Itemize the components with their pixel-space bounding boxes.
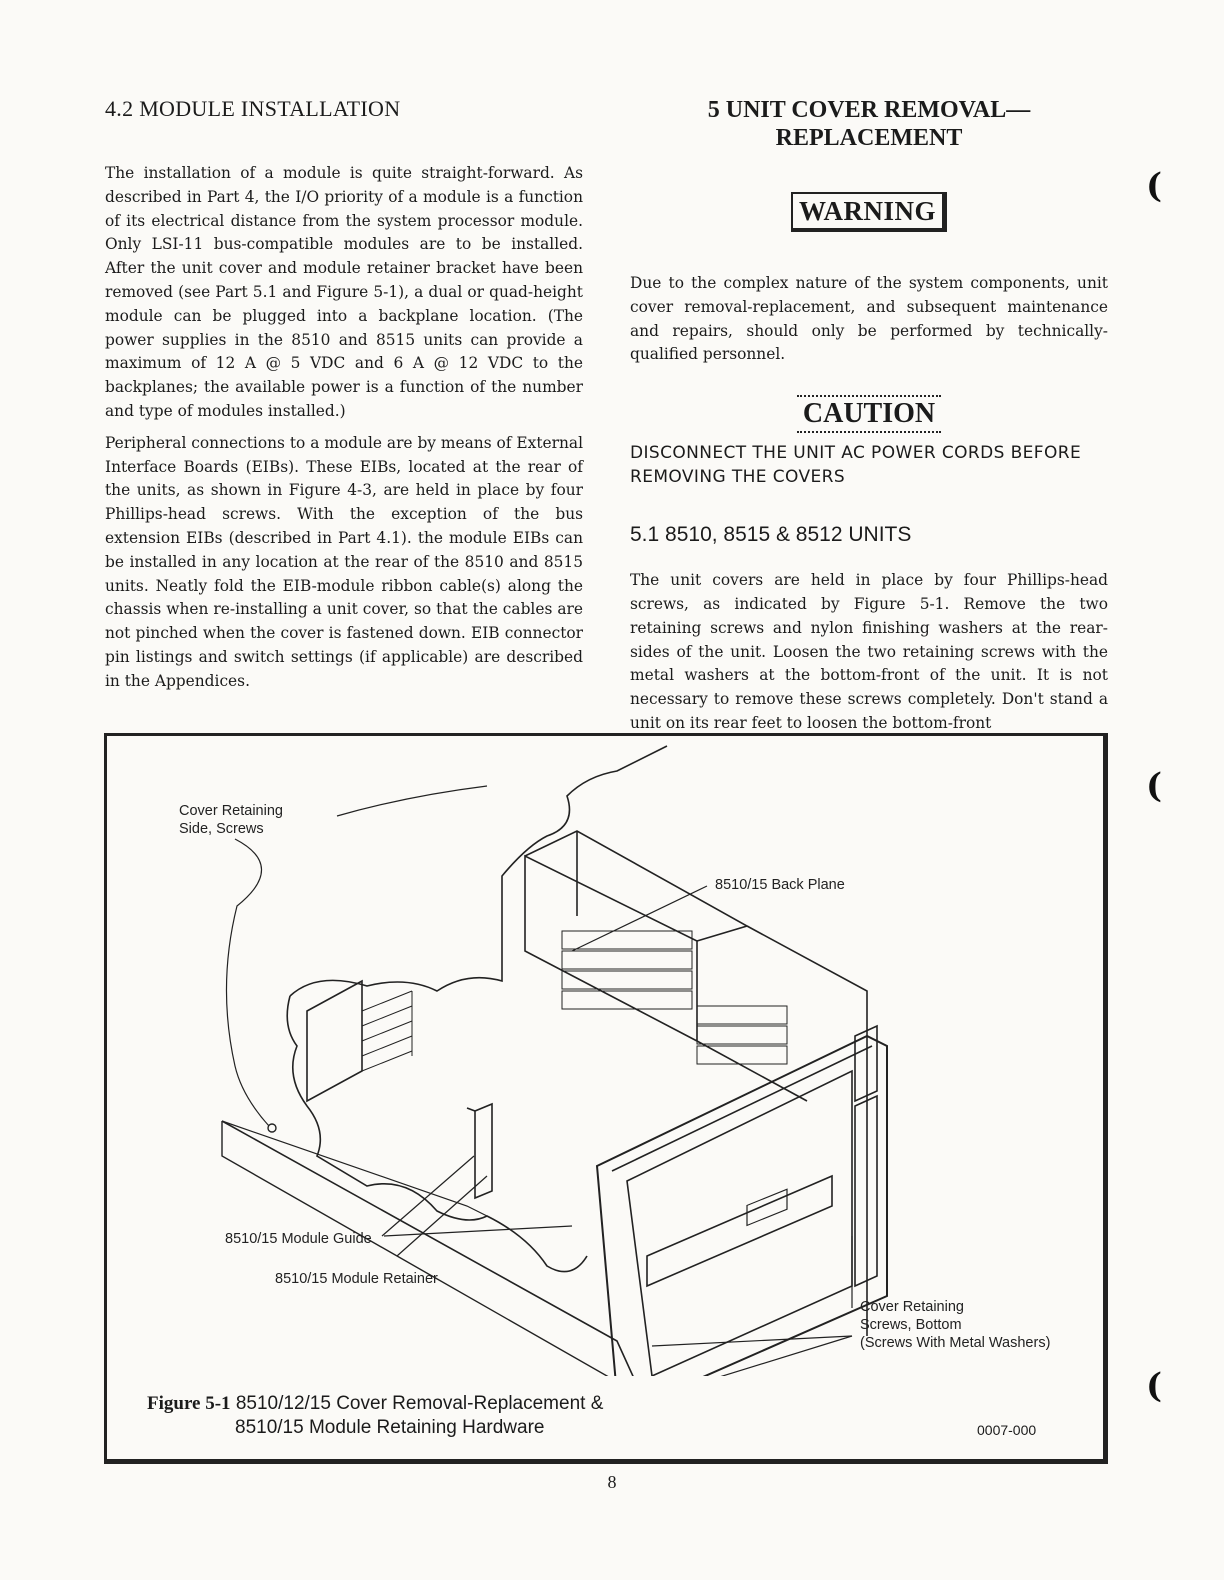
figure-caption [147,1392,603,1440]
caution-label: CAUTION [797,395,941,433]
caption-line-2: 8510/15 Module Retaining Hardware [235,1417,545,1438]
label-module-retainer: 8510/15 Module Retainer [275,1271,438,1287]
caution-text: DISCONNECT THE UNIT AC POWER CORDS BEFORE REMOVING THE COVERS [630,443,1082,488]
figure-number: Figure 5-1 [147,1393,231,1414]
warning-label: WARNING [791,192,947,232]
right-column [630,96,1108,744]
label-bottom-line-3: (Screws With Metal Washers) [860,1335,1051,1351]
section-heading-module-installation: 4.2 MODULE INSTALLATION [105,96,401,121]
page-number: 8 [607,1472,617,1492]
margin-mark: ( [1146,1366,1163,1406]
label-bottom-line-2: Screws, Bottom [860,1317,962,1333]
label-bottom-line-1: Cover Retaining [860,1299,964,1315]
label-module-guide: 8510/15 Module Guide [225,1231,372,1247]
label-cover-retaining-bottom-screws [860,1298,1050,1352]
heading-line-1: 5 UNIT COVER REMOVAL— [707,97,1031,123]
label-side-screws-line-2: Side, Screws [179,821,264,837]
margin-mark: ( [1146,766,1163,806]
heading-line-2: REPLACEMENT [775,125,963,151]
warning-text: Due to the complex nature of the system components, unit cover removal-replacement, and subsequent maintenance and repairs, should only be performed by technically-qualified personnel. [630,274,1108,364]
caption-line-1: 8510/12/15 Cover Removal-Replacement & [230,1393,604,1414]
paragraph-unit-covers: The unit covers are held in place by four Phillips-head screws, as indicated by Figure 5-1. Remove the two retaining screws and nylon finishing washers at the rear-sides of the unit. Loosen the two retaining screws with the metal washers at the bottom-front of the unit. It is not necessary to remove these screws completely. Don't stand a unit on its rear feet to loosen the bottom-front [630,571,1108,732]
label-side-screws-line-1: Cover Retaining [179,803,283,819]
section-heading-cover-removal [630,96,1108,152]
figure-5-1 [104,733,1108,1464]
label-back-plane: 8510/15 Back Plane [715,877,845,893]
left-column [105,96,583,702]
margin-mark: ( [1146,166,1163,206]
subsection-heading-units: 5.1 8510, 8515 & 8512 UNITS [630,523,912,547]
label-cover-retaining-side-screws [179,802,283,838]
warning-box [630,192,1108,232]
figure-code: 0007-000 [977,1422,1037,1438]
caution-box [630,395,1108,433]
paragraph-module-installation: The installation of a module is quite straight-forward. As described in Part 4, the I/O priority of a module is a function of its electrical distance from the system processor module. Only LSI-11 bus-compatible modules are to be installed. After the unit cover and module retainer bracket have been removed (see Part 5.1 and Figure 5-1), a dual or quad-height module can be plugged into a backplane location. (The power supplies in the 8510 and 8515 units can provide a maximum of 12 A @ 5 VDC and 6 A @ 12 VDC to the backplanes; the available power is a function of the number and type of modules installed.) [105,164,583,420]
paragraph-peripheral-connections: Peripheral connections to a module are by means of External Interface Boards (EIBs). These EIBs, located at the rear of the units, as shown in Figure 4-3, are held in place by four Phillips-head screws. With the exception of the bus extension EIBs (described in Part 4.1). the module EIBs can be installed in any location at the rear of the 8510 and 8515 units. Neatly fold the EIB-module ribbon cable(s) along the chassis when re-installing a unit cover, so that the cables are not pinched when the cover is fastened down. EIB connector pin listings and switch settings (if applicable) are described in the Appendices. [105,433,583,690]
